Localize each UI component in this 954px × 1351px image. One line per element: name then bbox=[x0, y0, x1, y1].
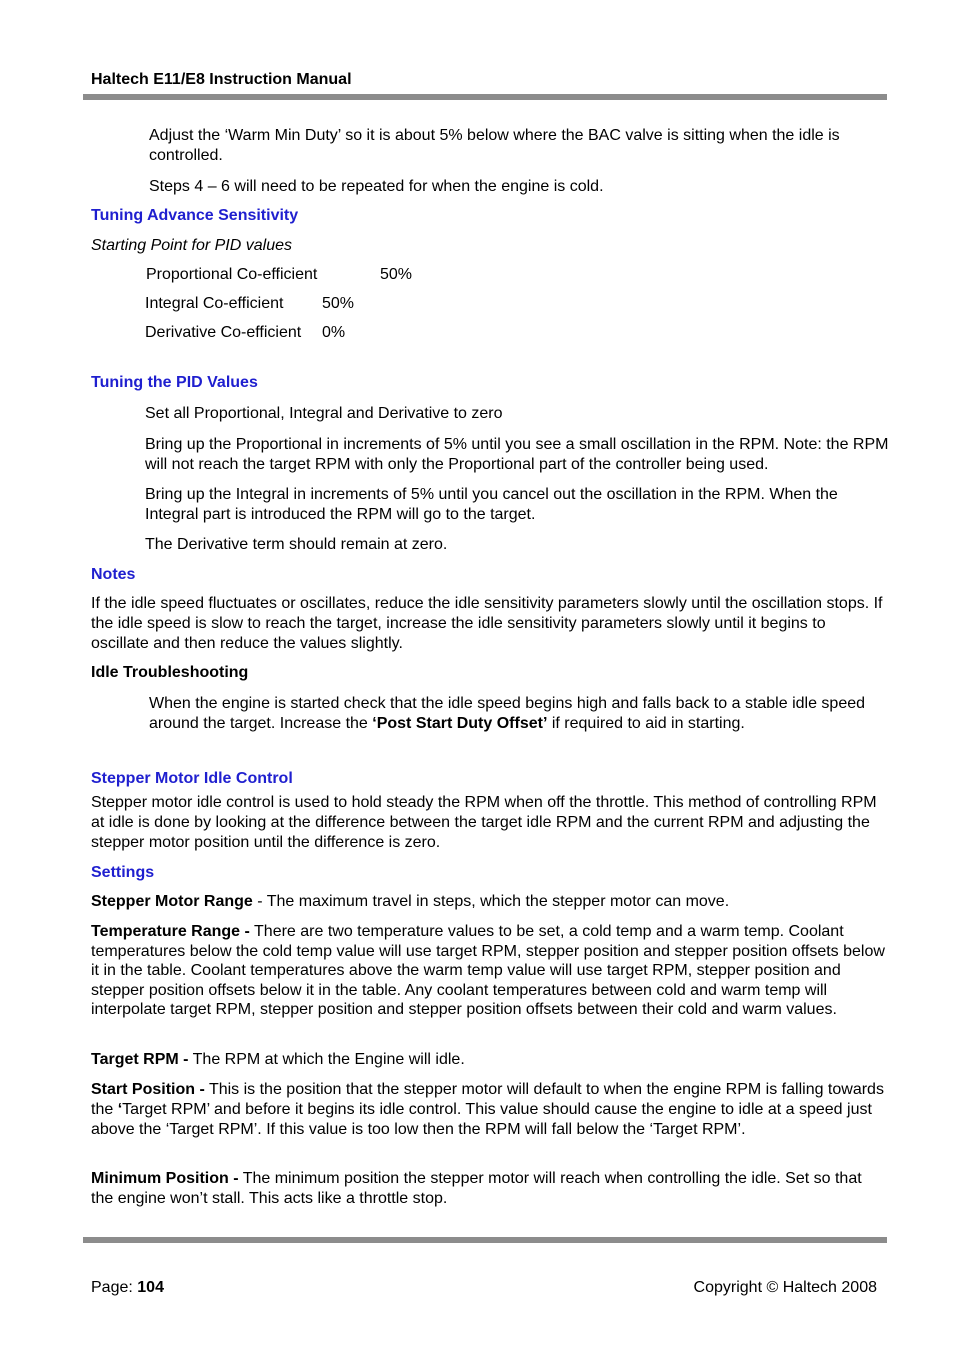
paragraph-warm-min-duty: Adjust the ‘Warm Min Duty’ so it is about 5% below where the BAC valve is sitting when the idle is controlled. bbox=[149, 127, 840, 164]
paragraph-pid-proportional: Bring up the Proportional in increments of 5% until you see a small oscillation in the RPM. Note: the RPM will not reach the target RPM with only the Proportional part of the controller being used. bbox=[145, 436, 889, 473]
setting-stepper-motor-range: Stepper Motor Range - The maximum travel in steps, which the stepper motor can move. bbox=[91, 893, 730, 910]
pid-label-derivative: Derivative Co-efficient bbox=[145, 324, 302, 341]
setting-term: Temperature Range - bbox=[91, 923, 250, 940]
setting-term: Minimum Position - bbox=[91, 1170, 239, 1187]
setting-target-rpm: Target RPM - The RPM at which the Engine will idle. bbox=[91, 1051, 465, 1068]
setting-term: Stepper Motor Range bbox=[91, 893, 253, 910]
paragraph-stepper-intro: Stepper motor idle control is used to hold steady the RPM when off the throttle. This method of controlling RPM at idle is done by looking at the difference between the target idle RPM and the current RPM and adjusting the stepper motor position until the difference is zero. bbox=[91, 794, 877, 851]
heading-idle-troubleshooting: Idle Troubleshooting bbox=[91, 664, 249, 681]
paragraph-idle-troubleshooting: When the engine is started check that the idle speed begins high and falls back to a stable idle speed around the target. Increase the ‘Post Start Duty Offset’ if required to aid in starting. bbox=[149, 695, 866, 732]
setting-start-position: Start Position - This is the position that the stepper motor will default to when the engine RPM is falling towards the ‘Target RPM’ and before it begins its idle control. This value should cause the engine to idle at a speed just above the ‘Target RPM’. If this value is too low then the RPM will fall below the ‘Target RPM’. bbox=[91, 1081, 884, 1138]
heading-tuning-pid-values: Tuning the PID Values bbox=[91, 374, 258, 391]
heading-notes: Notes bbox=[91, 566, 136, 583]
setting-minimum-position: Minimum Position - The minimum position the stepper motor will reach when controlling the idle. Set so that the engine won’t stall. This acts like a throttle stop. bbox=[91, 1170, 862, 1207]
setting-temperature-range: Temperature Range - There are two temperature values to be set, a cold temp and a warm temp. Coolant temperatures below the cold temp value will use target RPM, stepper position and stepper position offsets below it in the table. Coolant temperatures above the warm temp value will use target RPM, stepper position and stepper position offsets below it in the table. Any coolant temperatures between cold and warm temp will interpolate target RPM, stepper position and stepper position offsets between their cold and warm values. bbox=[91, 923, 885, 1019]
pid-value-derivative: 0% bbox=[322, 324, 346, 341]
heading-settings: Settings bbox=[91, 864, 155, 881]
paragraph-pid-set-zero: Set all Proportional, Integral and Derivative to zero bbox=[145, 405, 503, 422]
setting-term: Start Position - bbox=[91, 1081, 205, 1098]
post-start-duty-offset-term: ‘Post Start Duty Offset’ bbox=[372, 715, 548, 732]
paragraph-pid-derivative: The Derivative term should remain at zero. bbox=[145, 536, 448, 553]
pid-start-title: Starting Point for PID values bbox=[91, 237, 292, 254]
pid-label-integral: Integral Co-efficient bbox=[145, 295, 284, 312]
pid-label-proportional: Proportional Co-efficient bbox=[146, 266, 318, 283]
paragraph-notes: If the idle speed fluctuates or oscillates, reduce the idle sensitivity parameters slowly until the oscillation stops. If the idle speed is slow to reach the target, increase the idle sensitivity parameters slowly until it begins to oscillate and then reduce the values slightly. bbox=[91, 595, 883, 652]
pid-value-proportional: 50% bbox=[380, 266, 413, 283]
copyright-notice: Copyright © Haltech 2008 bbox=[693, 1279, 877, 1296]
heading-tuning-advance-sensitivity: Tuning Advance Sensitivity bbox=[91, 207, 299, 224]
paragraph-pid-integral: Bring up the Integral in increments of 5% until you cancel out the oscillation in the RPM. When the Integral part is introduced the RPM will go to the target. bbox=[145, 486, 838, 523]
paragraph-steps-repeat: Steps 4 – 6 will need to be repeated for when the engine is cold. bbox=[149, 178, 604, 195]
document-title: Haltech E11/E8 Instruction Manual bbox=[91, 71, 352, 88]
pid-value-integral: 50% bbox=[322, 295, 355, 312]
page-number: Page: 104 bbox=[91, 1279, 164, 1296]
footer-rule bbox=[83, 1237, 887, 1243]
header-rule bbox=[83, 94, 887, 100]
heading-stepper-motor-idle-control: Stepper Motor Idle Control bbox=[91, 770, 293, 787]
setting-term: Target RPM - bbox=[91, 1051, 189, 1068]
